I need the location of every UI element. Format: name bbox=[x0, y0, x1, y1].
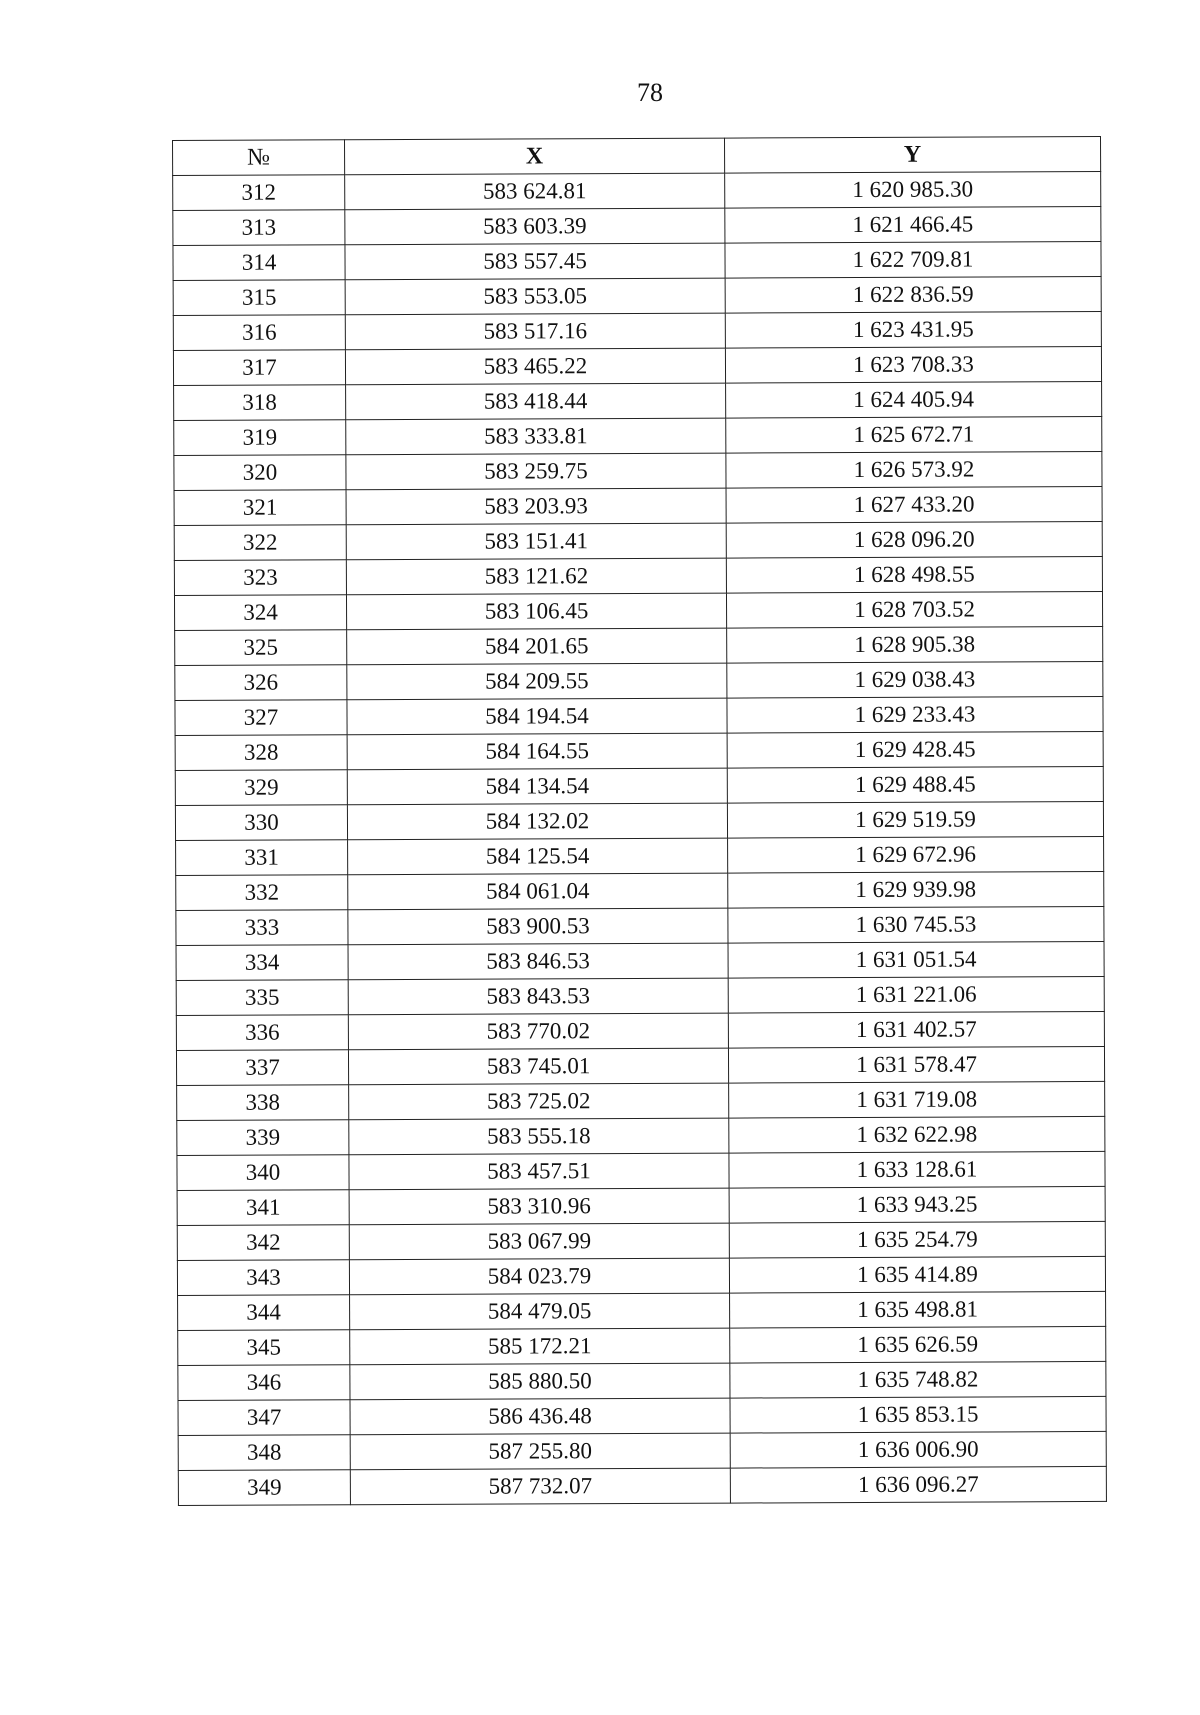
table-row bbox=[178, 1396, 1106, 1435]
cell-y-coordinate: 1 622 836.59 bbox=[725, 276, 1101, 313]
cell-point-number: 343 bbox=[177, 1260, 349, 1296]
cell-y-coordinate: 1 625 672.71 bbox=[726, 416, 1102, 453]
cell-x-coordinate: 583 624.81 bbox=[345, 173, 725, 210]
cell-x-coordinate: 583 259.75 bbox=[346, 453, 726, 490]
cell-point-number: 334 bbox=[176, 945, 348, 981]
table-row bbox=[177, 1116, 1105, 1155]
cell-point-number: 318 bbox=[174, 385, 346, 421]
cell-x-coordinate: 583 553.05 bbox=[345, 278, 725, 315]
cell-x-coordinate: 584 479.05 bbox=[350, 1293, 730, 1330]
cell-x-coordinate: 583 121.62 bbox=[346, 558, 726, 595]
table-row bbox=[174, 381, 1102, 420]
cell-point-number: 342 bbox=[177, 1225, 349, 1261]
cell-x-coordinate: 587 732.07 bbox=[350, 1468, 730, 1505]
cell-x-coordinate: 584 209.55 bbox=[347, 663, 727, 700]
cell-y-coordinate: 1 629 672.96 bbox=[728, 836, 1104, 873]
cell-y-coordinate: 1 628 498.55 bbox=[726, 556, 1102, 593]
cell-point-number: 328 bbox=[175, 735, 347, 771]
cell-x-coordinate: 585 880.50 bbox=[350, 1363, 730, 1400]
cell-y-coordinate: 1 633 128.61 bbox=[729, 1151, 1105, 1188]
column-header-number: № bbox=[173, 140, 345, 176]
cell-x-coordinate: 585 172.21 bbox=[350, 1328, 730, 1365]
table-row bbox=[177, 1081, 1105, 1120]
cell-y-coordinate: 1 627 433.20 bbox=[726, 486, 1102, 523]
cell-y-coordinate: 1 629 428.45 bbox=[727, 731, 1103, 768]
header-row bbox=[173, 136, 1101, 175]
table-row bbox=[174, 521, 1102, 560]
cell-y-coordinate: 1 635 254.79 bbox=[729, 1221, 1105, 1258]
table-row bbox=[174, 451, 1102, 490]
cell-point-number: 313 bbox=[173, 210, 345, 246]
cell-point-number: 340 bbox=[177, 1155, 349, 1191]
cell-y-coordinate: 1 633 943.25 bbox=[729, 1186, 1105, 1223]
cell-y-coordinate: 1 624 405.94 bbox=[726, 381, 1102, 418]
cell-x-coordinate: 583 555.18 bbox=[349, 1118, 729, 1155]
table-row bbox=[178, 1291, 1106, 1330]
cell-point-number: 329 bbox=[175, 770, 347, 806]
cell-y-coordinate: 1 629 519.59 bbox=[727, 801, 1103, 838]
cell-x-coordinate: 584 194.54 bbox=[347, 698, 727, 735]
cell-y-coordinate: 1 621 466.45 bbox=[725, 206, 1101, 243]
cell-point-number: 330 bbox=[175, 805, 347, 841]
coordinates-table-body bbox=[173, 171, 1107, 1505]
cell-x-coordinate: 583 310.96 bbox=[349, 1188, 729, 1225]
cell-point-number: 341 bbox=[177, 1190, 349, 1226]
cell-point-number: 348 bbox=[178, 1435, 350, 1471]
cell-x-coordinate: 584 201.65 bbox=[347, 628, 727, 665]
table-row bbox=[175, 661, 1103, 700]
cell-x-coordinate: 583 770.02 bbox=[348, 1013, 728, 1050]
table-row bbox=[178, 1326, 1106, 1365]
cell-x-coordinate: 584 023.79 bbox=[349, 1258, 729, 1295]
cell-y-coordinate: 1 636 096.27 bbox=[730, 1466, 1106, 1503]
table-row bbox=[173, 276, 1101, 315]
table-row bbox=[178, 1466, 1106, 1505]
cell-point-number: 335 bbox=[176, 980, 348, 1016]
cell-point-number: 323 bbox=[174, 560, 346, 596]
cell-x-coordinate: 583 843.53 bbox=[348, 978, 728, 1015]
cell-y-coordinate: 1 631 402.57 bbox=[728, 1011, 1104, 1048]
cell-point-number: 322 bbox=[174, 525, 346, 561]
cell-point-number: 346 bbox=[178, 1365, 350, 1401]
table-row bbox=[175, 766, 1103, 805]
cell-x-coordinate: 583 418.44 bbox=[346, 383, 726, 420]
cell-x-coordinate: 586 436.48 bbox=[350, 1398, 730, 1435]
cell-point-number: 317 bbox=[173, 350, 345, 386]
cell-x-coordinate: 583 067.99 bbox=[349, 1223, 729, 1260]
table-row bbox=[176, 941, 1104, 980]
table-row bbox=[177, 1151, 1105, 1190]
cell-y-coordinate: 1 632 622.98 bbox=[729, 1116, 1105, 1153]
cell-point-number: 316 bbox=[173, 315, 345, 351]
cell-y-coordinate: 1 635 853.15 bbox=[730, 1396, 1106, 1433]
cell-y-coordinate: 1 620 985.30 bbox=[725, 171, 1101, 208]
cell-y-coordinate: 1 628 096.20 bbox=[726, 521, 1102, 558]
table-row bbox=[174, 556, 1102, 595]
cell-point-number: 347 bbox=[178, 1400, 350, 1436]
cell-y-coordinate: 1 635 626.59 bbox=[730, 1326, 1106, 1363]
cell-x-coordinate: 583 745.01 bbox=[348, 1048, 728, 1085]
column-header-y: Y bbox=[724, 136, 1100, 173]
cell-y-coordinate: 1 631 578.47 bbox=[728, 1046, 1104, 1083]
cell-x-coordinate: 583 151.41 bbox=[346, 523, 726, 560]
cell-x-coordinate: 583 203.93 bbox=[346, 488, 726, 525]
cell-x-coordinate: 583 517.16 bbox=[345, 313, 725, 350]
cell-point-number: 314 bbox=[173, 245, 345, 281]
cell-x-coordinate: 587 255.80 bbox=[350, 1433, 730, 1470]
cell-x-coordinate: 583 900.53 bbox=[348, 908, 728, 945]
table-row bbox=[176, 1046, 1104, 1085]
table-row bbox=[173, 241, 1101, 280]
cell-point-number: 345 bbox=[178, 1330, 350, 1366]
table-row bbox=[173, 311, 1101, 350]
cell-point-number: 319 bbox=[174, 420, 346, 456]
cell-y-coordinate: 1 631 051.54 bbox=[728, 941, 1104, 978]
cell-y-coordinate: 1 628 703.52 bbox=[726, 591, 1102, 628]
cell-point-number: 324 bbox=[174, 595, 346, 631]
table-row bbox=[177, 1256, 1105, 1295]
cell-point-number: 315 bbox=[173, 280, 345, 316]
cell-point-number: 349 bbox=[178, 1470, 350, 1506]
coordinates-table-header bbox=[173, 136, 1101, 175]
cell-point-number: 325 bbox=[175, 630, 347, 666]
cell-point-number: 333 bbox=[176, 910, 348, 946]
cell-x-coordinate: 584 164.55 bbox=[347, 733, 727, 770]
cell-y-coordinate: 1 629 038.43 bbox=[727, 661, 1103, 698]
table-row bbox=[174, 416, 1102, 455]
table-row bbox=[176, 1011, 1104, 1050]
cell-y-coordinate: 1 631 719.08 bbox=[729, 1081, 1105, 1118]
page-number: 78 bbox=[637, 78, 663, 107]
table-row bbox=[176, 871, 1104, 910]
cell-y-coordinate: 1 629 233.43 bbox=[727, 696, 1103, 733]
cell-y-coordinate: 1 631 221.06 bbox=[728, 976, 1104, 1013]
cell-x-coordinate: 583 333.81 bbox=[346, 418, 726, 455]
table-row bbox=[175, 731, 1103, 770]
table-row bbox=[176, 836, 1104, 875]
cell-point-number: 312 bbox=[173, 175, 345, 211]
cell-point-number: 338 bbox=[177, 1085, 349, 1121]
cell-y-coordinate: 1 623 431.95 bbox=[725, 311, 1101, 348]
cell-y-coordinate: 1 629 939.98 bbox=[728, 871, 1104, 908]
cell-point-number: 326 bbox=[175, 665, 347, 701]
table-row bbox=[174, 486, 1102, 525]
cell-y-coordinate: 1 635 498.81 bbox=[730, 1291, 1106, 1328]
cell-x-coordinate: 583 846.53 bbox=[348, 943, 728, 980]
cell-point-number: 331 bbox=[176, 840, 348, 876]
coordinates-table bbox=[172, 136, 1107, 1506]
cell-x-coordinate: 584 132.02 bbox=[347, 803, 727, 840]
cell-point-number: 320 bbox=[174, 455, 346, 491]
table-row bbox=[178, 1431, 1106, 1470]
cell-y-coordinate: 1 622 709.81 bbox=[725, 241, 1101, 278]
table-row bbox=[176, 976, 1104, 1015]
cell-x-coordinate: 583 725.02 bbox=[349, 1083, 729, 1120]
cell-x-coordinate: 583 457.51 bbox=[349, 1153, 729, 1190]
table-row bbox=[178, 1361, 1106, 1400]
table-row bbox=[177, 1221, 1105, 1260]
table-row bbox=[175, 696, 1103, 735]
cell-point-number: 339 bbox=[177, 1120, 349, 1156]
cell-y-coordinate: 1 635 748.82 bbox=[730, 1361, 1106, 1398]
cell-y-coordinate: 1 636 006.90 bbox=[730, 1431, 1106, 1468]
cell-point-number: 332 bbox=[176, 875, 348, 911]
table-row bbox=[175, 801, 1103, 840]
table-row bbox=[177, 1186, 1105, 1225]
cell-x-coordinate: 584 061.04 bbox=[348, 873, 728, 910]
cell-x-coordinate: 583 603.39 bbox=[345, 208, 725, 245]
cell-y-coordinate: 1 635 414.89 bbox=[729, 1256, 1105, 1293]
cell-x-coordinate: 583 557.45 bbox=[345, 243, 725, 280]
cell-y-coordinate: 1 629 488.45 bbox=[727, 766, 1103, 803]
cell-point-number: 327 bbox=[175, 700, 347, 736]
cell-point-number: 321 bbox=[174, 490, 346, 526]
cell-y-coordinate: 1 626 573.92 bbox=[726, 451, 1102, 488]
table-row bbox=[173, 206, 1101, 245]
cell-point-number: 337 bbox=[176, 1050, 348, 1086]
table-row bbox=[173, 346, 1101, 385]
cell-x-coordinate: 583 465.22 bbox=[345, 348, 725, 385]
cell-x-coordinate: 584 134.54 bbox=[347, 768, 727, 805]
cell-point-number: 344 bbox=[178, 1295, 350, 1331]
table-row bbox=[176, 906, 1104, 945]
column-header-x: X bbox=[345, 138, 725, 175]
cell-y-coordinate: 1 623 708.33 bbox=[725, 346, 1101, 383]
cell-x-coordinate: 583 106.45 bbox=[346, 593, 726, 630]
table-row bbox=[173, 171, 1101, 210]
table-row bbox=[174, 591, 1102, 630]
table-row bbox=[175, 626, 1103, 665]
cell-point-number: 336 bbox=[176, 1015, 348, 1051]
cell-x-coordinate: 584 125.54 bbox=[348, 838, 728, 875]
cell-y-coordinate: 1 630 745.53 bbox=[728, 906, 1104, 943]
cell-y-coordinate: 1 628 905.38 bbox=[727, 626, 1103, 663]
